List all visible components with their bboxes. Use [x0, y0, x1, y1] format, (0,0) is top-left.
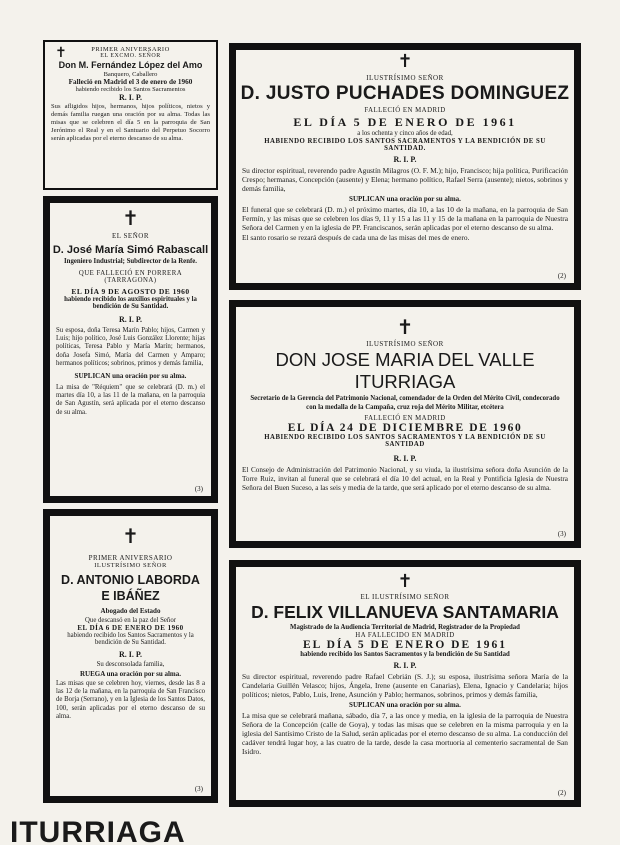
ref-number: (3)	[194, 785, 203, 793]
rank: EL SEÑOR	[112, 232, 149, 240]
request: SUPLICAN una oración por su alma.	[349, 701, 461, 709]
cross-icon: ✝	[122, 206, 139, 230]
body-text: Sus afligidos hijos, hermanos, hijos políticos, nietos y demás familia ruegan una oración por su alma. Todas las misas que se celebren el día 5 en la parroquia de San Jerónimo el Real y en el Santuario del Perpetuo Socorro serán aplicadas por el eterno descanso de su alma.	[51, 103, 210, 142]
deceased-name: D. JUSTO PUCHADES DOMINGUEZ	[240, 83, 570, 104]
date: EL DÍA 5 DE ENERO DE 1961	[302, 639, 507, 651]
footer-heading: ITURRIAGA	[10, 816, 186, 845]
date: EL DÍA 24 DE DICIEMBRE DE 1960	[287, 422, 523, 434]
rank: ILUSTRÍSIMO SEÑOR	[366, 340, 444, 348]
family: Su desconsolada familia,	[96, 661, 165, 668]
ref-number: (3)	[557, 530, 566, 538]
date: EL DÍA 5 DE ENERO DE 1961	[293, 115, 517, 129]
deceased-name: D. FELIX VILLANUEVA SANTAMARIA	[251, 602, 559, 622]
body-text: El Consejo de Administración del Patrimonio Nacional, y su viuda, la ilustrísima señora doña Asunción de la Torre Ruiz, invitan al funeral que se celebrará el día 10 del actual, en la Real y Pontificia Iglesia de Nuestra Señora del Buen Suceso, a las seis y media de la tarde, que será aplicado por el eterno descanso de su alma.	[242, 466, 568, 492]
kicker: PRIMER ANIVERSARIO	[88, 554, 173, 562]
mass: Las misas que se celebren hoy, viernes, desde las 8 a las 12 de la mañana, en la parroquia de San Francisco de Borja (Serrano), y en la Iglesia de los Santos Datos, 100, serán aplicadas por el eterno descanso de su alma.	[56, 680, 205, 720]
notice-villanueva	[229, 560, 581, 807]
family: Su director espiritual, reverendo padre Rafael Cebrián (S. J.); su esposa, ilustrísima señora María de la Candelaria Guillén Velasco; hijos, Ángela, Irene (ausente en Canarias), Elena, Ignacio y Candelaria; hijos políticos; nietos, Pablo, Luis, Irene, Asunción y Pablo; hermanos, sobrinos, primos y demás familia,	[242, 672, 568, 699]
role: Abogado del Estado	[100, 607, 161, 615]
rip: R. I. P.	[393, 661, 417, 670]
cross-icon: ✝	[55, 45, 67, 61]
request: SUPLICAN una oración por su alma.	[74, 372, 187, 381]
place: QUE FALLECIÓ EN PORRERA (TARRAGONA)	[78, 270, 183, 284]
cross-icon: ✝	[397, 571, 413, 592]
role: Secretario de la Gerencia del Patrimonio Nacional, comendador de la Orden del Mérito Civil, condecorado con la medalla de la Campaña, cruz roja del Mérito Militar, etcétera	[250, 395, 560, 411]
deceased-name-line2: E IBÁÑEZ	[101, 589, 160, 603]
family: Su esposa, doña Teresa Marín Pablo; hijos, Carmen y Luis; hijo político, José Luis González Llorente; hijas políticas, Teresa Pablo y María Marín; hermanos, doña Josefa Simó, María del Carmen y Amparo; hermanos políticos; sobrinos, primos y demás familia,	[56, 327, 205, 367]
ref-number: (3)	[194, 485, 203, 493]
rip: R. I. P.	[393, 454, 417, 463]
ref-number: (2)	[557, 789, 566, 797]
deceased-name-line1: DON JOSE MARIA DEL VALLE	[275, 349, 535, 370]
age: a los ochenta y cinco años de edad,	[357, 130, 453, 137]
funeral: El funeral que se celebrará (D. m.) el próximo martes, día 10, a las 10 de la mañana, en la parroquia de San Fermín, y las misas que se celebren los días 9, 11 y 15 a las 11 y 15 de la mañana en la parroquia de Nuestra Señora del Carmen y en la iglesia de PP. Franciscanos, serán aplicadas por el eterno descanso de su alma.	[242, 205, 568, 232]
deceased-name-line2: ITURRIAGA	[354, 371, 456, 392]
funeral: La misa que se celebrará mañana, sábado, día 7, a las once y media, en la iglesia de la parroquia de Nuestra Señora de la Concepción (calle de Goya), y todas las misas que se celebren en la misma parroquia y en la iglesia del Santísimo Cristo de la Salud, serán aplicadas por el eterno descanso de su alma. La conducción del cadáver tendrá lugar hoy, a las cuatro de la tarde, desde la casa mortuoria al cementerio sacramental de San Isidro.	[242, 711, 568, 756]
rank: EL ILUSTRÍSIMO SEÑOR	[360, 593, 450, 601]
rank: ILUSTRÍSIMO SEÑOR	[366, 74, 444, 82]
mass: La misa de "Réquiem" que se celebrará (D. m.) el martes día 10, a las 11 de la mañana, en la parroquia de San Agustín, será aplicada por el eterno descanso de su alma.	[56, 384, 205, 416]
rip: R. I. P.	[118, 93, 143, 102]
rank: ILUSTRÍSIMO SEÑOR	[94, 562, 167, 569]
place: FALLECIÓ EN MADRID	[364, 107, 446, 114]
date: EL DÍA 6 DE ENERO DE 1960	[77, 624, 184, 632]
deceased-name: Don M. Fernández López del Amo	[58, 60, 203, 70]
sacraments: habiendo recibido los Santos Sacramentos	[75, 86, 186, 93]
notice-simo-rabascall	[43, 196, 218, 503]
kicker: PRIMER ANIVERSARIO	[91, 46, 170, 53]
sacraments: habiendo recibido los auxilios espirituales y la bendición de Su Santidad.	[64, 296, 197, 310]
sacraments: HABIENDO RECIBIDO LOS SANTOS SACRAMENTOS Y LA BENDICIÓN DE SU SANTIDAD.	[264, 138, 546, 152]
death-line: Falleció en Madrid el 3 de enero de 1960	[68, 78, 193, 86]
notice-fernandez	[43, 40, 218, 190]
ref-number: (2)	[557, 272, 566, 280]
rank: EL EXCMO. SEÑOR	[100, 53, 161, 59]
sacraments: habiendo recibido los Santos Sacramentos y la bendición de Su Santidad.	[67, 632, 194, 646]
footer-fragment	[0, 812, 620, 845]
place: FALLECIÓ EN MADRID	[364, 415, 446, 422]
role: Magistrado de la Audiencia Territorial de Madrid, Registrador de la Propiedad	[290, 624, 520, 631]
death-line: Que descansó en la paz del Señor	[85, 617, 176, 624]
date: EL DÍA 9 DE AGOSTO DE 1960	[71, 287, 190, 296]
notice-del-valle	[229, 300, 581, 548]
place: HA FALLECIDO EN MADRID	[355, 632, 455, 639]
notice-laborda	[43, 509, 218, 803]
rosary-note: El santo rosario se rezará después de cada una de las misas del mes de enero.	[242, 233, 470, 242]
request: RUEGA una oración por su alma.	[80, 670, 181, 678]
sacraments: HABIENDO RECIBIDO LOS SANTOS SACRAMENTOS Y LA BENDICIÓN DE SU SANTIDAD	[264, 434, 546, 448]
cross-icon: ✝	[397, 51, 413, 72]
rip: R. I. P.	[118, 650, 143, 659]
family: Su director espiritual, reverendo padre Agustín Milagros (O. F. M.); hijo, Francisco; hija política, Purificación Crespo; hermanas, Concepción (ausente) y Elena; hermano político, Rafael Serra (ausente); nietos, sobrinos y demás familia,	[242, 166, 568, 193]
request: SUPLICAN una oración por su alma.	[349, 195, 461, 203]
sacraments: habiendo recibido los Santos Sacramentos y la bendición de Su Santidad	[300, 651, 510, 658]
rip: R. I. P.	[393, 155, 417, 164]
rip: R. I. P.	[118, 315, 143, 324]
notice-puchades	[229, 43, 581, 290]
role: Banquero, Caballero	[103, 71, 158, 78]
role: Ingeniero Industrial; Subdirector de la Renfe.	[64, 258, 197, 265]
deceased-name-line1: D. ANTONIO LABORDA	[61, 573, 200, 587]
cross-icon: ✝	[396, 315, 414, 339]
deceased-name: D. José María Simó Rabascall	[52, 244, 209, 256]
cross-icon: ✝	[122, 524, 139, 548]
